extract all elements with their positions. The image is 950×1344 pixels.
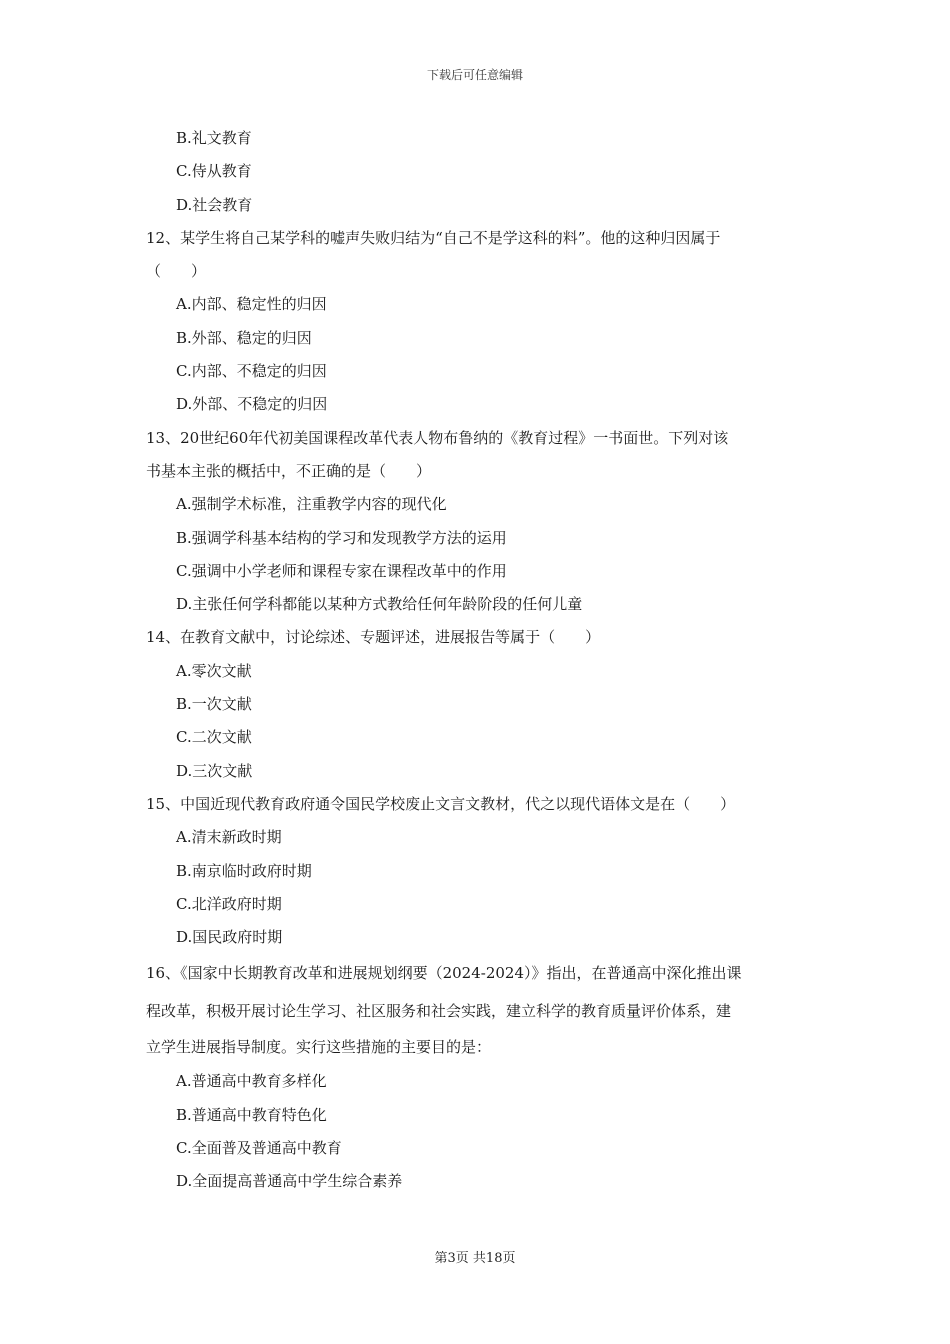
option-line: A.零次文献 xyxy=(176,661,252,680)
option-line: C.二次文献 xyxy=(176,728,252,747)
option-line: B.强调学科基本结构的学习和发现教学方法的运用 xyxy=(176,528,507,547)
option-line: A.普通高中教育多样化 xyxy=(176,1072,327,1091)
option-line: B.普通高中教育特色化 xyxy=(176,1105,327,1124)
option-line: B.礼文教育 xyxy=(176,129,252,147)
option-line: C.全面普及普通高中教育 xyxy=(176,1139,342,1158)
option-line: A.内部、稳定性的归因 xyxy=(176,295,327,314)
header-note: 下载后可任意编辑 xyxy=(426,68,523,82)
option-line: A.强制学术标准，注重教学内容的现代化 xyxy=(176,495,447,514)
question-12-line-2: （ ） xyxy=(146,262,207,281)
question-13-line-2: 书基本主张的概括中，不正确的是（ ） xyxy=(146,461,432,480)
option-line: B.外部、稳定的归因 xyxy=(176,328,312,347)
option-line: C.北洋政府时期 xyxy=(176,894,282,913)
option-line: D.国民政府时期 xyxy=(176,928,283,947)
document-body xyxy=(146,122,811,1199)
question-13-line-1: 13、20世纪60年代初美国课程改革代表人物布鲁纳的《教育过程》一书面世。下列对该 xyxy=(146,428,729,447)
option-line: D.全面提高普通高中学生综合素养 xyxy=(176,1172,403,1191)
option-line: D.社会教育 xyxy=(176,195,253,214)
question-14-line: 14、在教育文献中，讨论综述、专题评述，进展报告等属于（ ） xyxy=(146,628,601,647)
option-line: C.强调中小学老师和课程专家在课程改革中的作用 xyxy=(176,561,507,580)
option-line: D.主张任何学科都能以某种方式教给任何年龄阶段的任何儿童 xyxy=(176,595,583,614)
option-line: C.侍从教育 xyxy=(176,162,252,181)
option-line: B.南京临时政府时期 xyxy=(176,861,312,880)
question-12-line-1: 12、某学生将自己某学科的嘘声失败归结为“自己不是学这科的料”。他的这种归因属于 xyxy=(146,228,721,247)
option-line: B.一次文献 xyxy=(176,695,252,714)
question-15-line: 15、中国近现代教育政府通令国民学校废止文言文教材，代之以现代语体文是在（ ） xyxy=(146,794,736,813)
option-line: A.清末新政时期 xyxy=(176,828,282,847)
question-16-line-1: 16、《国家中长期教育改革和进展规划纲要（2024-2024）》指出，在普通高中深化推出课 xyxy=(146,964,742,983)
option-line: D.三次文献 xyxy=(176,761,253,780)
option-line: D.外部、不稳定的归因 xyxy=(176,395,328,414)
question-16-line-2: 程改革，积极开展讨论生学习、社区服务和社会实践，建立科学的教育质量评价体系，建 xyxy=(146,1002,732,1021)
page-number: 第3页 共18页 xyxy=(434,1251,516,1266)
option-line: C.内部、不稳定的归因 xyxy=(176,362,327,381)
question-16-line-3: 立学生进展指导制度。实行这些措施的主要目的是： xyxy=(146,1038,492,1057)
